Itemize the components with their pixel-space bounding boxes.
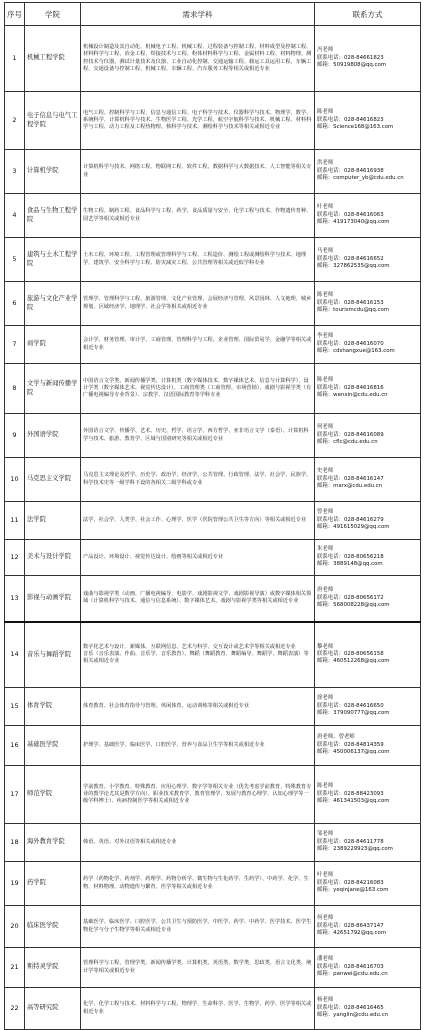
row-number: 7 [5,326,25,364]
required-subjects: 体育教育、社会体育指导与管理、休闲体育、运动训练等相关或相近专业 [81,688,315,726]
contact-info [315,458,421,502]
contact-phone: 联系电话：028-84616147 [317,475,384,482]
row-number: 16 [5,726,25,766]
row-number: 20 [5,906,25,948]
contact-phone: 联系电话：028-84814359 [317,741,384,748]
contact-email[interactable]: 邮箱：yeqinjane@163.com [317,887,389,894]
contact-email[interactable]: 邮箱：419173040@qq.com [317,219,390,226]
required-subjects: 土木工程、环境工程、工程管理或管理科学与工程、工程造价、测绘工程或测绘科学与技术、地理学、建筑学、安全科学与工程、防灾减灾工程、公共管理等相关或近似学科专业 [81,238,315,282]
row-number: 10 [5,458,25,502]
contact-person: 叶老师 [317,204,334,211]
contact-info [315,282,421,326]
contact-info [315,326,421,364]
college-name: 药学院 [25,862,81,906]
contact-email[interactable]: 邮箱：450006137@qq.com [317,749,390,756]
table-row [5,622,421,688]
recruitment-table [4,2,421,1030]
contact-info [315,414,421,458]
contact-person: 陈老师 [317,377,334,384]
college-name: 斯特灵学院 [25,948,81,988]
college-name: 文学与新闻传播学院 [25,364,81,414]
table-row [5,26,421,92]
table-row [5,282,421,326]
contact-email[interactable]: 邮箱：tourismcdu@qq.com [317,307,390,314]
contact-info [315,502,421,540]
table-row [5,414,421,458]
table-row [5,458,421,502]
contact-info [315,150,421,194]
contact-email[interactable]: 邮箱：379090777@qq.com [317,710,390,717]
contact-person: 马老师 [317,248,334,255]
college-name: 海外教育学院 [25,824,81,862]
header-college: 学院 [25,3,81,26]
row-number: 3 [5,150,25,194]
contact-email[interactable]: 邮箱：327862535@qq.com [317,263,390,270]
required-subjects: 基础医学、临床医学、口腔医学、公共卫生与预防医学、中医学、药学、中药学、医学技术、医学生物化学与分子生物学等相关或相近专业 [81,906,315,948]
contact-email[interactable]: 邮箱：568008228@qq.com [317,601,390,608]
contact-info [315,766,421,824]
contact-email[interactable]: 邮箱：42651792@qq.com [317,930,387,937]
contact-info [315,576,421,622]
required-subjects: 化学、化学工程与技术、材料科学与工程、物理学、生命科学、医学、生物学、药学、医学等相关或相近专业 [81,988,315,1030]
required-subjects: 产品设计、环境设计、视觉传达设计、绘画等相关或相近专业 [81,540,315,576]
college-name: 美术与设计学院 [25,540,81,576]
contact-email[interactable]: 邮箱：Science168@163.com [317,124,394,131]
contact-info [315,364,421,414]
contact-info [315,194,421,238]
required-subjects: 会计学、财务管理、审计学、工商管理、管理科学与工程、企业管理、国际贸易学、金融学等相关或相近专业 [81,326,315,364]
contact-phone: 联系电话：028-88423093 [317,790,384,797]
required-subjects: 外国语言文学、传播学、艺术、历史、哲学、语言学、西方哲学、亚非语言文学（泰语）、计算机科学与技术、旅游、教育学、区域与国别研究等相关或相近专业 [81,414,315,458]
contact-email[interactable]: 邮箱：2389229923@qq.com [317,846,393,853]
college-name: 建筑与土木工程学院 [25,238,81,282]
contact-phone: 联系电话：028-84616279 [317,516,384,523]
contact-person: 叶老师 [317,872,334,879]
college-name: 影视与动画学院 [25,576,81,622]
table-row [5,766,421,824]
required-subjects: 管理学、管理科学与工程、旅游管理、文化产业管理、会展经济与管理、风景园林、人文地理、城乡规划、区域经济学、地理学、社会学等相关或相近专业 [81,282,315,326]
table-row [5,502,421,540]
contact-info [315,622,421,688]
row-number: 18 [5,824,25,862]
contact-info [315,238,421,282]
table-row [5,326,421,364]
contact-person: 潘老师 [317,956,334,963]
required-subjects: 法学、社会学、人类学、社会工作、心理学、医学（医院管理公共卫生等方向）等相关或相近专业 [81,502,315,540]
contact-person: 洪老师 [317,160,334,167]
row-number: 11 [5,502,25,540]
row-number: 15 [5,688,25,726]
table-body [5,26,421,1030]
contact-phone: 联系电话：028-84616650 [317,702,384,709]
contact-person: 冯老师 [317,47,334,54]
table-row [5,540,421,576]
table-row [5,150,421,194]
contact-person: 邹老师 [317,831,334,838]
contact-person: 黎老师 [317,643,334,650]
contact-email[interactable]: 邮箱：491615029@qq.com [317,524,390,531]
table-row [5,862,421,906]
contact-person: 史老师 [317,468,334,475]
contact-person: 陈老师 [317,783,334,790]
contact-info [315,948,421,988]
contact-info [315,26,421,92]
contact-phone: 联系电话：028-84616816 [317,384,384,391]
required-subjects: 管理科学与工程、管理学类、新闻传播学类、计算机类、英语类、数学类、思政类、语言文化类、统计学等相关或相近专业 [81,948,315,988]
college-name: 高等研究院 [25,988,81,1030]
table-row [5,238,421,282]
contact-email[interactable]: 邮箱：marx@cdu.edu.cn [317,483,383,490]
contact-phone: 联系电话：028-84616153 [317,299,384,306]
row-number: 9 [5,414,25,458]
college-name: 基础医学院 [25,726,81,766]
table-row [5,92,421,150]
table-header [5,3,421,26]
contact-phone: 联系电话：028-80656158 [317,651,384,658]
contact-phone: 联系电话：028-84616938 [317,167,384,174]
row-number: 21 [5,948,25,988]
table-row [5,906,421,948]
contact-phone: 联系电话：028-84616465 [317,1004,384,1011]
row-number: 17 [5,766,25,824]
contact-info [315,906,421,948]
contact-person: 陈老师 [317,292,334,299]
college-name: 计算机学院 [25,150,81,194]
college-name: 马克思主义学院 [25,458,81,502]
required-subjects: 计算机科学与技术、网络工程、物联网工程、软件工程、数据科学与大数据技术、人工智能等相关专业 [81,150,315,194]
row-number: 5 [5,238,25,282]
required-subjects: 戏曲与影视学类（动画、广播电视编导、电影学、戏剧影视文学、戏剧影视导演）或数字媒体相关领域（计算机科学与技术、通信与信息系统）、数字媒体艺术、戏剧与影视学类等相关或相近专业 [81,576,315,622]
contact-email[interactable]: 邮箱：computer_yb@cdu.edu.cn [317,175,404,182]
contact-phone: 联系电话：028-86437147 [317,922,384,929]
college-name: 外国语学院 [25,414,81,458]
row-number: 14 [5,622,25,688]
contact-email[interactable]: 邮箱：461341503@qq.com [317,798,390,805]
table-row [5,824,421,862]
contact-email[interactable]: 邮箱：50919808@qq.com [317,62,387,69]
college-name: 体育学院 [25,688,81,726]
contact-person: 唐老师、曾老师 [317,734,355,741]
header-contact: 联系方式 [315,3,421,26]
required-subjects: 学前教育、小学教育、特殊教育、应用心理学、数字学等相关专业（优先考虑学前教育、特殊教育专业的教学论尤其是数学方向）、职业技术教育学、教育管理学、发展与教育心理学、认知心理学等一级学科博士）、疾病控制医学等相关或相近专业 [81,766,315,824]
row-number: 2 [5,92,25,150]
table-row [5,988,421,1030]
college-name: 商学院 [25,326,81,364]
college-name: 旅游与文化产业学院 [25,282,81,326]
contact-person: 唐老师 [317,587,334,594]
row-number: 1 [5,26,25,92]
college-name: 食品与生物工程学院 [25,194,81,238]
header-no: 序号 [5,3,25,26]
contact-email[interactable]: 邮箱：3889148@qq.com [317,561,383,568]
college-name: 法学院 [25,502,81,540]
contact-person: 何老师 [317,424,334,431]
contact-email[interactable]: 邮箱：cdshangxue@163.com [317,348,395,355]
required-subjects: 马克思主义理论及哲学、历史学、政治学、经济学、公共管理、行政管理、法学、社会学、民族学、科学技术史等一级学科下设的各相关二级学科或专业 [81,458,315,502]
college-name: 音乐与舞蹈学院 [25,622,81,688]
table-row [5,726,421,766]
contact-email[interactable]: 邮箱：460512268@qq.com [317,658,390,665]
college-name: 机械工程学院 [25,26,81,92]
contact-person: 徐老师 [317,695,334,702]
row-number: 6 [5,282,25,326]
contact-info [315,688,421,726]
table-row [5,688,421,726]
required-subjects: 中国语言文学类、新闻传播学类、计算机类（数字媒体技术、数字媒体艺术、信息与计算科学）、设计学类（数字媒体艺术、视觉传达设计）、工商管理类（工商管理、市场营销）、戏剧与影视学类（有广播电视编导专业背景）、宗教学、汉语国际教育等学科专业 [81,364,315,414]
required-subjects: 生物工程、制药工程、食品科学与工程、药学、食品质量与安全、化学工程与技术、作物遗传育种、园艺学等相关或相近专业 [81,194,315,238]
contact-phone: 联系电话：028-84616070 [317,340,384,347]
contact-phone: 联系电话：028-84616703 [317,963,384,970]
contact-email[interactable]: 邮箱：wenxin@cdu.edu.cn [317,392,388,399]
row-number: 12 [5,540,25,576]
table-row [5,194,421,238]
header-subjects: 需求学科 [81,3,315,26]
contact-email[interactable]: 邮箱：panwei@cdu.edu.cn [317,971,388,978]
contact-phone: 联系电话：028-84616652 [317,255,384,262]
contact-email[interactable]: 邮箱：yanglin@cdu.edu.cn [317,1012,389,1019]
contact-info [315,540,421,576]
row-number: 22 [5,988,25,1030]
required-subjects: 韩语、英语、对外汉语等相关或相近专业 [81,824,315,862]
contact-person: 曾老师 [317,509,334,516]
college-name: 电子信息与电气工程学院 [25,92,81,150]
contact-info [315,988,421,1030]
table-row [5,948,421,988]
table-row [5,364,421,414]
row-number: 13 [5,576,25,622]
contact-phone: 联系电话：028-84216083 [317,879,384,886]
required-subjects: 机械设计制造及其自动化、机械电子工程、机械工程、过程装备与控制工程、材料成型及控制工程、材料科学与工程、冶金工程、焊接技术与工程、粉体材料科学与工程、金属材料工程、材料物理、测控技术与仪器、测试计量技术及仪器、工业自动化控制、交通运输工程、载运工具运用工程、车辆工程、交通设备与控制工程、机械工程、车辆工程、汽车服务工程等相关或相近专业 [81,26,315,92]
college-name: 师范学院 [25,766,81,824]
contact-email[interactable]: 邮箱：cflc@cdu.edu.cn [317,439,378,446]
contact-phone: 联系电话：028-80656172 [317,594,384,601]
header-row [5,3,421,26]
contact-info [315,862,421,906]
required-subjects: 数字化艺术与设计、新媒体、互联网信息、艺术与科学、交互设计或艺术学等相关或相近专业 音乐（音乐表演、作曲、音乐学、音乐教育）、舞蹈（舞蹈教育、舞蹈编导、舞蹈学、舞蹈表演）等相关或相近专业 [81,622,315,688]
contact-phone: 联系电话：028-84616063 [317,211,384,218]
required-subjects: 电气工程、控制科学与工程、信息与通信工程、电子科学与技术、仪器科学与技术、物理学、数学、系统科学、计算机科学与技术、生物医学工程、光学工程、航空宇航科学与技术、机械工程、材料科学与工程、动力工程及工程热物理、核科学与技术、测绘科学与技术等相关或相近专业 [81,92,315,150]
contact-person: 陈老师 [317,109,334,116]
contact-phone: 联系电话：028-84611778 [317,838,384,845]
contact-info [315,824,421,862]
contact-person: 何老师 [317,915,334,922]
contact-person: 朱老师 [317,546,334,553]
row-number: 8 [5,364,25,414]
required-subjects: 药学（药物化学、药剂学、药理学、药物分析学、微生物与生化药学、生药学）、中药学、化学、生物、材料物理、动物遗传与繁育、医学等相关或相近专业 [81,862,315,906]
contact-person: 杨老师 [317,997,334,1004]
contact-phone: 联系电话：028-80656218 [317,553,384,560]
contact-info [315,726,421,766]
college-name: 临床医学院 [25,906,81,948]
contact-phone: 联系电话：028-84616823 [317,116,384,123]
required-subjects: 护理学、基础医学、临床医学、口腔医学、营养与食品卫生学等相关或相近专业 [81,726,315,766]
table-row [5,576,421,622]
recruitment-table-sheet [4,2,420,1030]
contact-person: 李老师 [317,333,334,340]
contact-phone: 联系电话：028-84616089 [317,431,384,438]
row-number: 19 [5,862,25,906]
contact-phone: 联系电话：028-84661823 [317,54,384,61]
row-number: 4 [5,194,25,238]
contact-info [315,92,421,150]
